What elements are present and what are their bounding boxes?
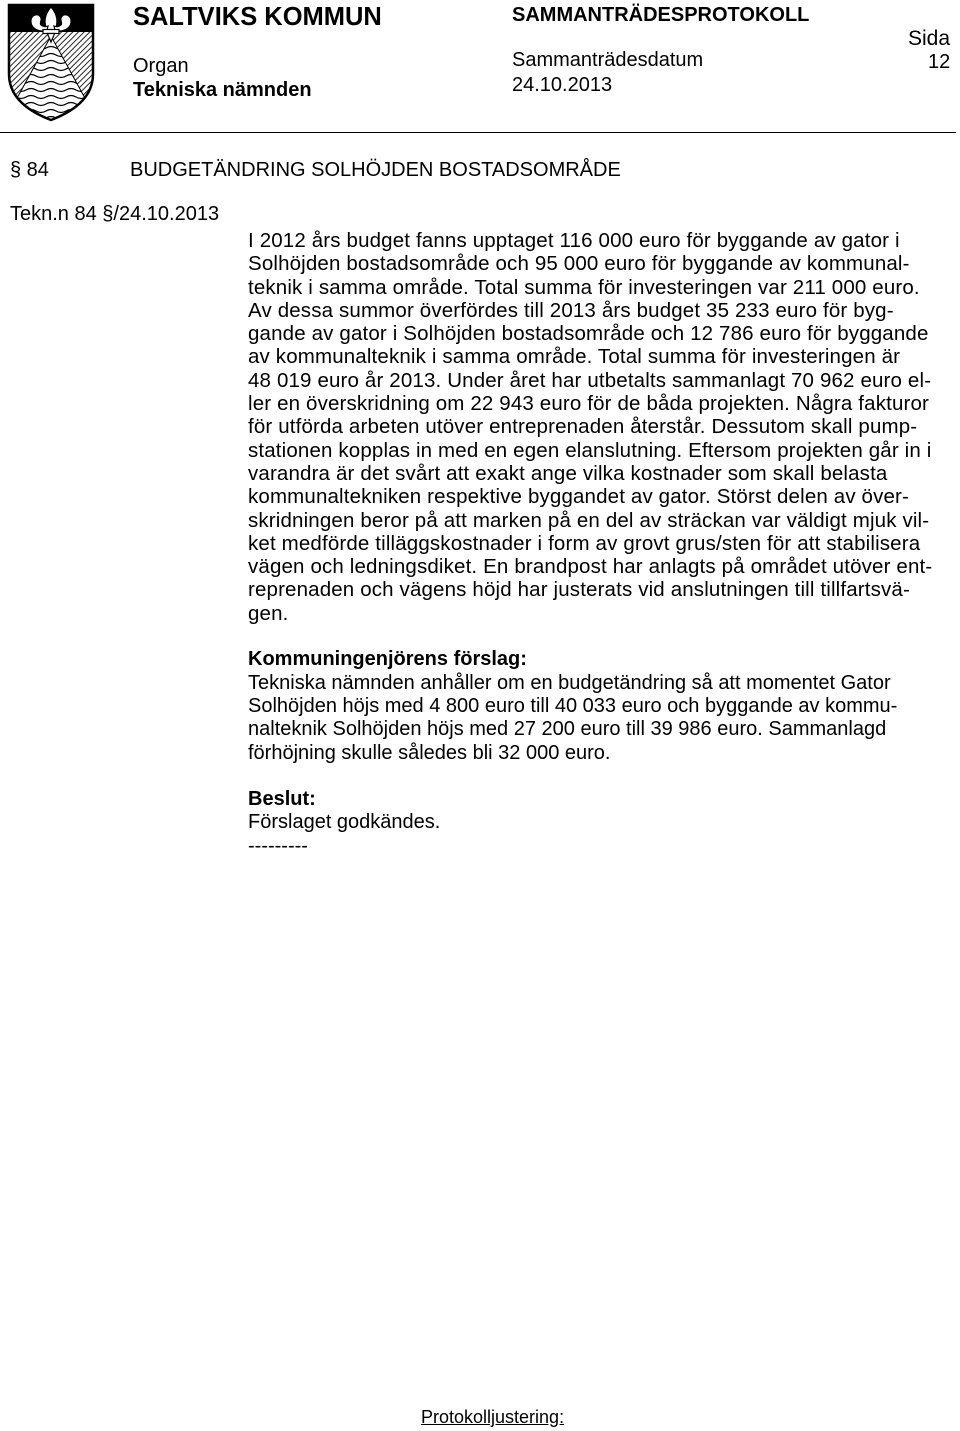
section-reference: Tekn.n 84 §/24.10.2013 — [10, 203, 220, 225]
body-line: Solhöjden bostadsområde och 95 000 euro för byggande av kommunal- — [248, 252, 910, 276]
body-line: 48 019 euro år 2013. Under året har utbetalts sammanlagt 70 962 euro el- — [248, 368, 932, 392]
body-line: för utförda arbeten utöver entreprenaden återstår. Dessutom skall pump- — [248, 415, 918, 439]
decision-text: Förslaget godkändes. — [248, 811, 441, 834]
body-line: gen. — [248, 601, 289, 625]
proposal-line: Tekniska nämnden anhåller om en budgetändring så att momentet Gator — [248, 671, 891, 694]
body-line: reprenaden och vägens höjd har justerats vid anslutningen till tillfartsvä- — [248, 578, 910, 602]
body-line: ket medförde tilläggskostnader i form av grovt grus/sten för att stabilisera — [248, 531, 921, 555]
municipality-name: SALTVIKS KOMMUN — [133, 3, 382, 31]
body-line: av kommunalteknik i samma område. Total summa för investeringen är — [248, 345, 901, 369]
proposal-line: nalteknik Solhöjden höjs med 27 200 euro till 39 986 euro. Sammanlagd — [248, 718, 887, 741]
minutes-body — [248, 229, 932, 858]
end-marker: --------- — [248, 834, 308, 857]
body-line: gande av gator i Solhöjden bostadsområde och 12 786 euro för byggande — [248, 322, 929, 346]
body-line: I 2012 års budget fanns upptaget 116 000 euro för byggande av gator i — [248, 229, 900, 252]
background-paragraph — [248, 229, 932, 625]
paragraph-gap — [248, 765, 932, 788]
minutes-verification-label: Protokolljustering: — [421, 1407, 565, 1427]
organ-label: Organ — [133, 55, 189, 77]
section-number: § 84 — [10, 159, 49, 181]
page-number: 12 — [928, 51, 951, 73]
body-line: stationen kopplas in med en egen elanslutning. Eftersom projekten går in i — [248, 438, 932, 462]
paragraph-gap — [248, 625, 932, 648]
proposal-line: förhöjning skulle således bli 32 000 euro. — [248, 741, 611, 764]
body-line: varandra är det svårt att exakt ange vilka kostnader som skall belasta — [248, 461, 888, 485]
section-title: BUDGETÄNDRING SOLHÖJDEN BOSTADSOMRÅDE — [130, 159, 621, 181]
header-divider — [0, 132, 956, 133]
proposal-heading: Kommuningenjörens förslag: — [248, 648, 527, 671]
meeting-date-label: Sammanträdesdatum — [512, 49, 704, 71]
document-type: SAMMANTRÄDESPROTOKOLL — [512, 4, 810, 26]
coat-of-arms-icon — [6, 2, 96, 122]
body-line: Av dessa summor överfördes till 2013 års budget 35 233 euro för byg- — [248, 298, 894, 322]
meeting-date-value: 24.10.2013 — [512, 74, 613, 96]
body-line: skridningen beror på att marken på en del av sträckan var väldigt mjuk vil- — [248, 508, 930, 532]
body-line: vägen och ledningsdiket. En brandpost har anlagts på området utöver ent- — [248, 555, 933, 579]
proposal-line: Solhöjden höjs med 4 800 euro till 40 033 euro och byggande av kommu- — [248, 694, 898, 717]
body-line: kommunaltekniken respektive byggandet av gator. Störst delen av över- — [248, 485, 910, 509]
page-label: Sida — [908, 27, 951, 50]
organ-value: Tekniska nämnden — [133, 79, 312, 101]
decision-heading: Beslut: — [248, 788, 316, 811]
body-line: teknik i samma område. Total summa för investeringen var 211 000 euro. — [248, 275, 920, 299]
body-line: ler en överskridning om 22 943 euro för de båda projekten. Några fakturor — [248, 392, 930, 416]
